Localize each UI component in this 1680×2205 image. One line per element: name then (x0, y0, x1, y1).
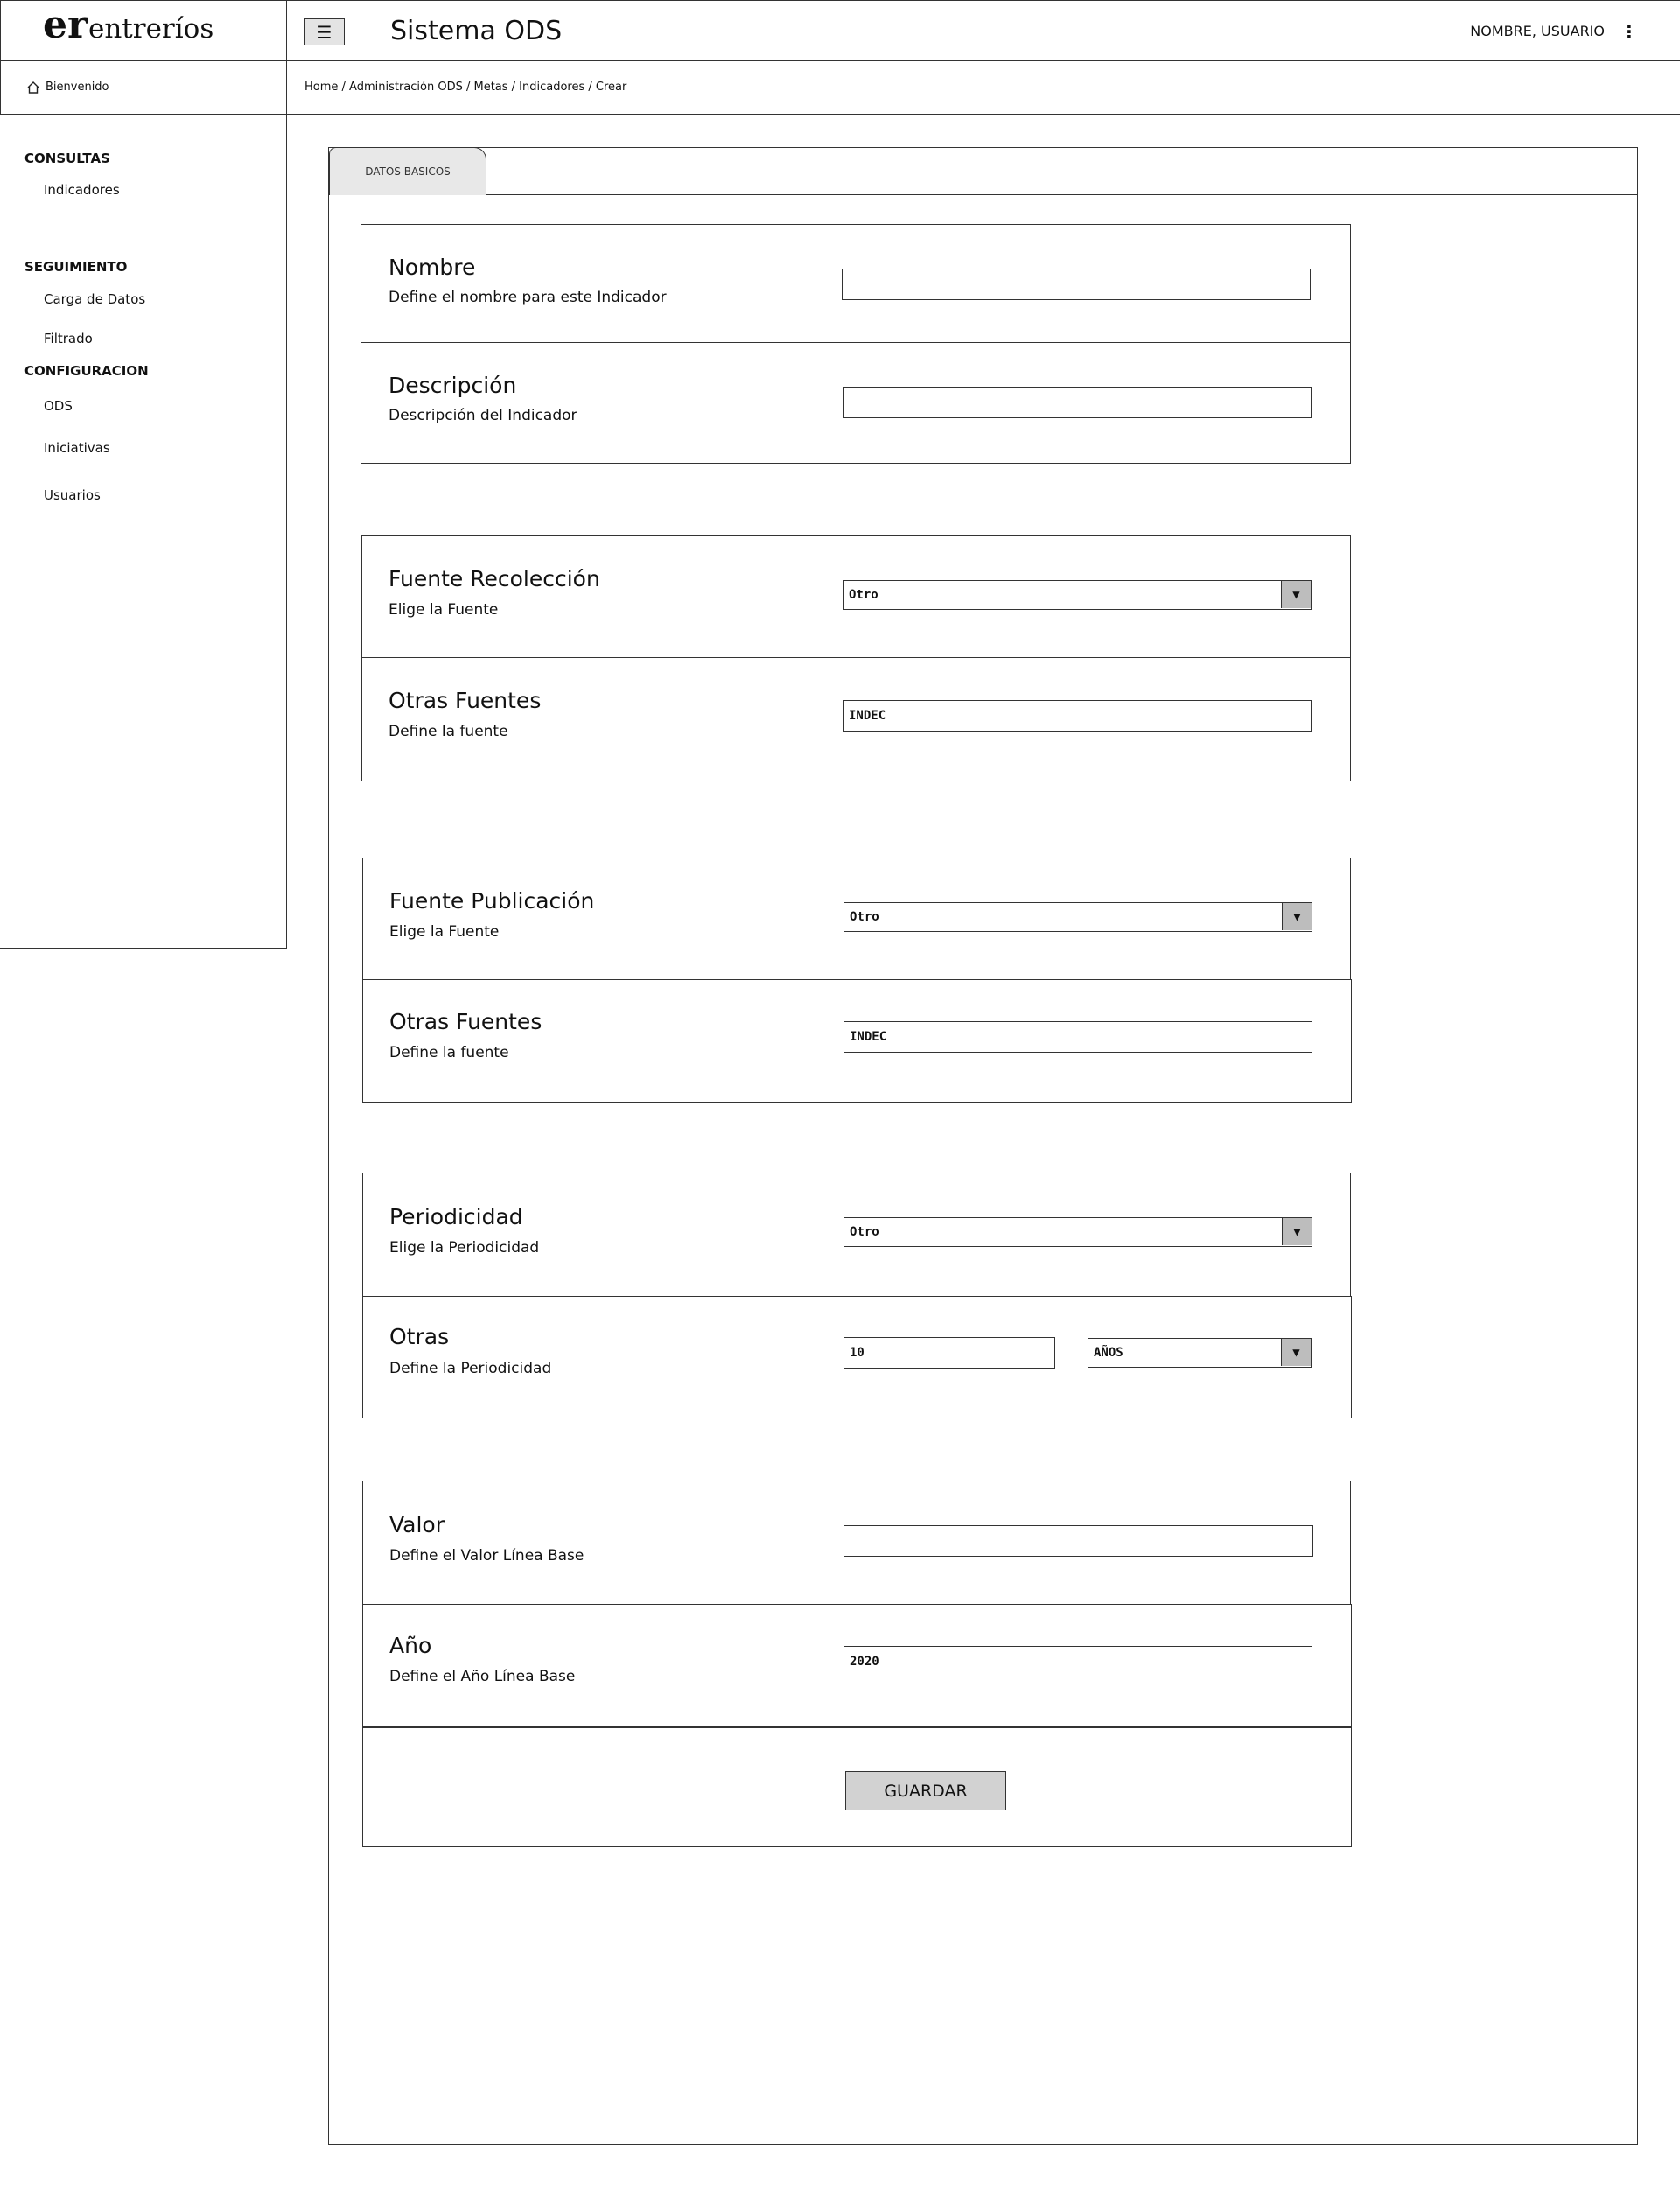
caret-down-icon[interactable]: ▼ (1281, 581, 1311, 608)
tab-panel (328, 194, 1638, 2145)
otras-fuentes-publicacion-input[interactable]: INDEC (844, 1021, 1312, 1053)
otras-fuentes-recoleccion-hint: Define la fuente (388, 723, 508, 740)
descripcion-hint: Descripción del Indicador (388, 407, 578, 424)
fuente-publicacion-hint: Elige la Fuente (389, 923, 500, 941)
sidebar (0, 114, 287, 948)
anio-input[interactable]: 2020 (844, 1646, 1312, 1677)
welcome-label: Bienvenido (46, 80, 109, 94)
fuente-publicacion-select[interactable] (844, 902, 1312, 932)
fuente-recoleccion-label: Fuente Recolección (388, 566, 600, 592)
sidebar-item-usuarios[interactable]: Usuarios (44, 487, 101, 503)
sidebar-item-indicadores[interactable]: Indicadores (44, 182, 120, 198)
save-button[interactable]: GUARDAR (845, 1771, 1006, 1810)
descripcion-input[interactable] (843, 387, 1312, 418)
periodicidad-label: Periodicidad (389, 1204, 523, 1229)
caret-down-icon[interactable]: ▼ (1282, 903, 1312, 930)
logo-mark: er (43, 3, 88, 47)
home-icon (26, 80, 40, 94)
sidebar-section-seguimiento: SEGUIMIENTO (24, 259, 128, 275)
sidebar-section-consultas: CONSULTAS (24, 150, 110, 166)
otras-fuentes-recoleccion-label: Otras Fuentes (388, 688, 542, 713)
sidebar-item-filtrado[interactable]: Filtrado (44, 331, 93, 346)
otras-periodicidad-input[interactable]: 10 (844, 1337, 1055, 1368)
otras-periodicidad-hint: Define la Periodicidad (389, 1360, 552, 1377)
periodicidad-select[interactable] (844, 1217, 1312, 1247)
nombre-input[interactable] (842, 269, 1311, 300)
tab-datos-basicos[interactable]: DATOS BASICOS (329, 147, 486, 195)
valor-label: Valor (389, 1512, 445, 1537)
periodicidad-value: Otro (850, 1225, 879, 1239)
descripcion-label: Descripción (388, 373, 517, 398)
tab-strip (328, 147, 1638, 195)
fuente-recoleccion-select[interactable] (843, 580, 1312, 610)
app-title: Sistema ODS (390, 16, 563, 46)
hamburger-icon: ☰ (316, 21, 332, 43)
caret-down-icon[interactable]: ▼ (1281, 1339, 1311, 1366)
sidebar-section-configuracion: CONFIGURACION (24, 363, 149, 379)
more-options-icon[interactable]: ⋮ (1620, 21, 1638, 42)
nombre-hint: Define el nombre para este Indicador (388, 289, 667, 306)
anio-label: Año (389, 1633, 432, 1658)
logo-text: entreríos (88, 13, 214, 45)
otras-fuentes-recoleccion-input[interactable]: INDEC (843, 700, 1312, 732)
periodicidad-unit-select[interactable] (1088, 1338, 1312, 1368)
sidebar-item-iniciativas[interactable]: Iniciativas (44, 440, 110, 456)
valor-input[interactable] (844, 1525, 1313, 1557)
fuente-recoleccion-value: Otro (849, 588, 878, 602)
otras-fuentes-publicacion-label: Otras Fuentes (389, 1009, 542, 1034)
periodicidad-hint: Elige la Periodicidad (389, 1239, 540, 1256)
user-name[interactable]: NOMBRE, USUARIO (1470, 23, 1605, 39)
nombre-label: Nombre (388, 255, 476, 280)
welcome-link[interactable] (26, 79, 109, 96)
anio-hint: Define el Año Línea Base (389, 1668, 576, 1685)
fuente-publicacion-value: Otro (850, 910, 879, 924)
sidebar-item-carga-de-datos[interactable]: Carga de Datos (44, 291, 146, 307)
valor-hint: Define el Valor Línea Base (389, 1547, 584, 1564)
caret-down-icon[interactable]: ▼ (1282, 1218, 1312, 1245)
fuente-recoleccion-hint: Elige la Fuente (388, 601, 499, 619)
sidebar-item-ods[interactable]: ODS (44, 398, 73, 414)
otras-fuentes-publicacion-hint: Define la fuente (389, 1044, 509, 1061)
otras-periodicidad-label: Otras (389, 1324, 450, 1349)
breadcrumb[interactable]: Home / Administración ODS / Metas / Indicadores / Crear (304, 80, 627, 94)
menu-button[interactable] (304, 18, 345, 46)
fuente-publicacion-label: Fuente Publicación (389, 888, 595, 914)
logo-area (0, 0, 287, 61)
periodicidad-unit-value: AÑOS (1094, 1346, 1124, 1360)
